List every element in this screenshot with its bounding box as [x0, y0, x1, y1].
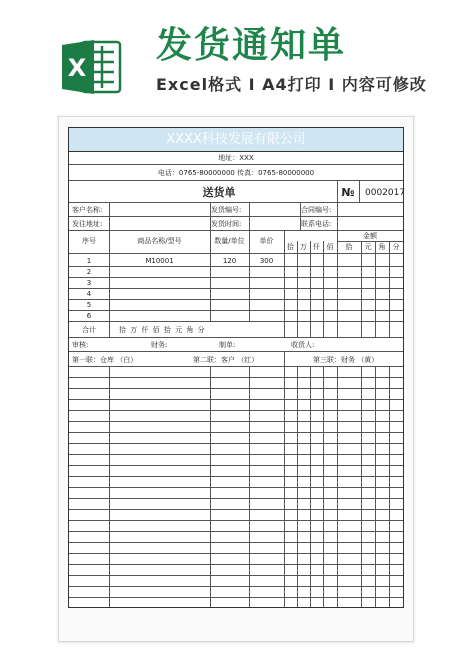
- row-product: M10001: [145, 257, 174, 265]
- row-seq: 6: [86, 312, 92, 320]
- finance-label: 财务:: [151, 341, 168, 349]
- row-seq: 5: [86, 301, 92, 309]
- divider: [109, 230, 110, 337]
- divider: [69, 542, 403, 543]
- delivery-form: [68, 127, 404, 608]
- digit-header: 分: [392, 243, 400, 251]
- divider: [69, 180, 403, 181]
- divider: [337, 366, 338, 607]
- row-seq: 1: [86, 257, 92, 265]
- divider: [69, 575, 403, 576]
- divider: [69, 509, 403, 510]
- divider: [69, 337, 403, 338]
- divider: [69, 351, 403, 352]
- col-qty-header: 数量/单位: [214, 237, 245, 245]
- divider: [310, 241, 311, 337]
- divider: [249, 202, 250, 230]
- divider: [69, 443, 403, 444]
- divider: [69, 586, 403, 587]
- col-product-header: 商品名称/型号: [137, 237, 182, 245]
- divider: [69, 399, 403, 400]
- divider: [69, 520, 403, 521]
- divider: [323, 366, 324, 607]
- divider: [297, 241, 298, 337]
- ship-no-label: 发货编号:: [211, 206, 242, 214]
- receiver-label: 收货人:: [291, 341, 315, 349]
- divider: [69, 216, 403, 217]
- divider: [69, 564, 403, 565]
- divider: [69, 421, 403, 422]
- divider: [323, 241, 324, 337]
- review-label: 审核:: [72, 341, 89, 349]
- row-seq: 2: [86, 268, 92, 276]
- divider: [284, 351, 285, 607]
- company-name: XXXX科技发展有限公司: [69, 128, 403, 152]
- divider: [109, 202, 110, 230]
- divider: [69, 476, 403, 477]
- row-price: 300: [259, 257, 274, 265]
- col-price-header: 单价: [259, 237, 274, 245]
- divider: [337, 230, 338, 337]
- divider: [375, 241, 376, 337]
- divider: [69, 164, 403, 165]
- divider: [249, 230, 250, 321]
- col-seq-header: 序号: [82, 237, 96, 245]
- divider: [69, 531, 403, 532]
- divider: [210, 366, 211, 607]
- col-amount-header: 金额: [363, 232, 377, 240]
- ship-address-label: 发往地址:: [72, 220, 103, 228]
- contract-no-label: 合同编号:: [301, 206, 332, 214]
- divider: [69, 321, 403, 322]
- divider: [337, 241, 403, 242]
- divider: [300, 202, 301, 230]
- digit-header: 角: [378, 243, 386, 251]
- divider: [69, 310, 403, 311]
- digit-header: 仟: [313, 243, 320, 251]
- divider: [337, 202, 338, 230]
- divider: [389, 241, 390, 337]
- excel-logo-icon: [60, 36, 122, 98]
- divider: [69, 202, 403, 203]
- copy-first: 第一联：仓库 （白）: [72, 356, 138, 364]
- divider: [69, 366, 403, 367]
- divider: [69, 288, 403, 289]
- doc-number: 0002017: [365, 188, 406, 198]
- divider: [389, 366, 390, 607]
- divider: [310, 366, 311, 607]
- divider: [69, 498, 403, 499]
- total-label: 合计: [82, 326, 96, 334]
- divider: [69, 299, 403, 300]
- divider: [210, 202, 211, 230]
- divider: [375, 366, 376, 607]
- divider: [297, 366, 298, 607]
- divider: [69, 253, 403, 254]
- divider: [210, 230, 211, 321]
- digit-header: 元: [364, 243, 372, 251]
- divider: [69, 266, 403, 267]
- copy-second: 第二联：客户 （红）: [193, 356, 259, 364]
- divider: [69, 597, 403, 598]
- divider: [69, 377, 403, 378]
- divider: [69, 410, 403, 411]
- page-header: [0, 0, 474, 112]
- divider: [284, 230, 285, 337]
- divider: [69, 277, 403, 278]
- number-sign: №: [341, 186, 355, 199]
- company-phone: 电话：0765-80000000 传真：0765-80000000: [157, 169, 315, 177]
- row-qty: 120: [222, 257, 237, 265]
- company-address: 地址：XXX: [218, 154, 254, 162]
- digit-header: 拾: [345, 243, 353, 251]
- digit-header: 佰: [326, 243, 334, 251]
- divider: [69, 388, 403, 389]
- divider: [69, 553, 403, 554]
- page-subtitle: Excel格式 I A4打印 I 内容可修改: [156, 75, 427, 94]
- copy-third: 第三联：财务 （黄）: [313, 356, 379, 364]
- divider: [249, 366, 250, 607]
- divider: [109, 366, 110, 607]
- divider: [359, 180, 360, 202]
- divider: [69, 465, 403, 466]
- total-units: 拾 万 仟 佰 拾 元 角 分: [119, 326, 206, 334]
- divider: [69, 432, 403, 433]
- digit-header: 拾: [287, 243, 294, 251]
- contact-phone-label: 联系电话:: [301, 220, 332, 228]
- ship-time-label: 发货时间:: [211, 220, 242, 228]
- digit-header: 万: [300, 243, 307, 251]
- row-seq: 3: [86, 279, 92, 287]
- divider: [69, 454, 403, 455]
- divider: [361, 366, 362, 607]
- divider: [69, 487, 403, 488]
- divider: [361, 241, 362, 337]
- customer-name-label: 客户名称:: [72, 206, 103, 214]
- page-title: 发货通知单: [156, 25, 347, 66]
- maker-label: 制单:: [219, 341, 236, 349]
- logo-letter: X: [67, 54, 87, 82]
- row-seq: 4: [86, 290, 92, 298]
- doc-title: 送货单: [202, 186, 236, 199]
